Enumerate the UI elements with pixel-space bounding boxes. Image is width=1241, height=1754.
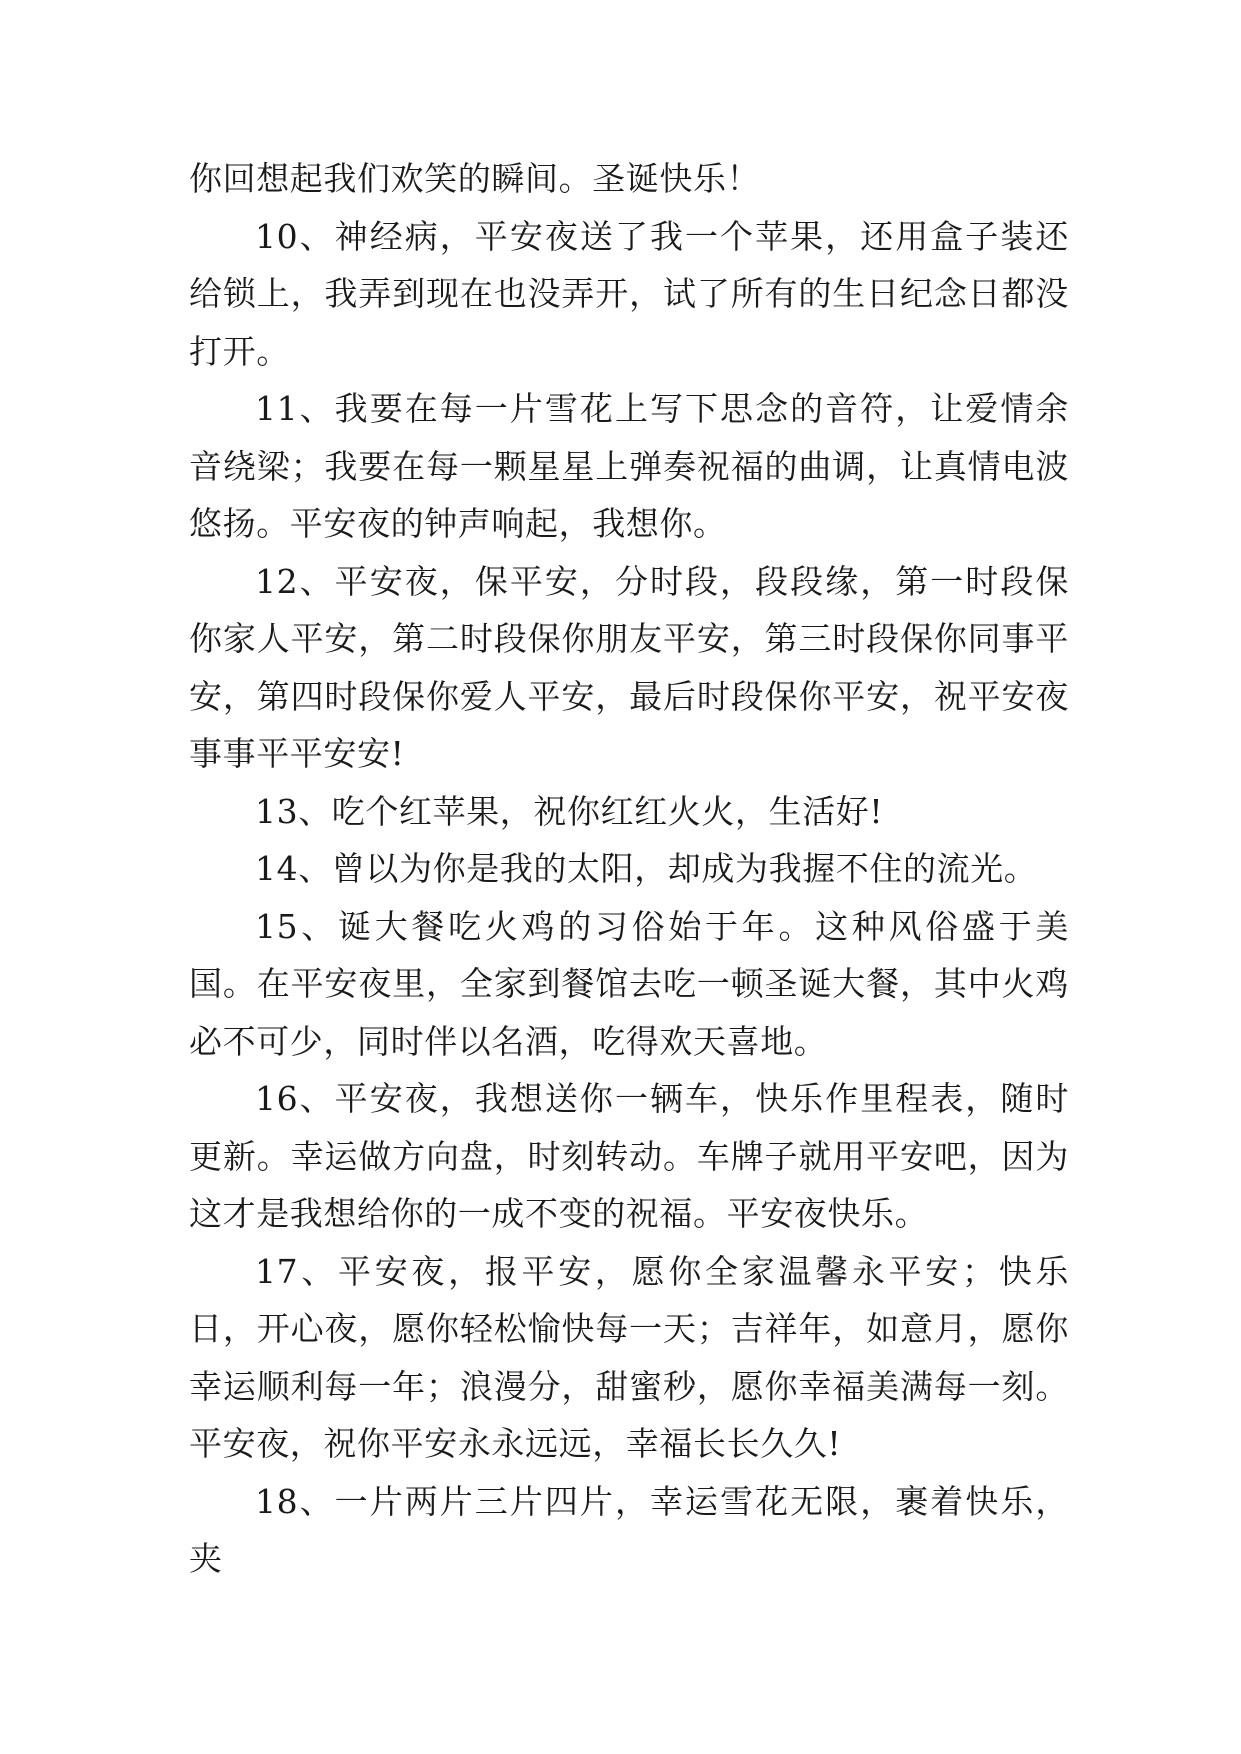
paragraph-18: 18、一片两片三片四片，幸运雪花无限，裹着快乐，夹 bbox=[189, 1481, 1069, 1578]
paragraph-11: 11、我要在每一片雪花上写下思念的音符，让爱情余音绕梁；我要在每一颗星星上弹奏祝福的曲调，让真情电波悠扬。平安夜的钟声响起，我想你。 bbox=[189, 389, 1069, 543]
paragraph-17: 17、平安夜，报平安，愿你全家温馨永平安；快乐日，开心夜，愿你轻松愉快每一天；吉祥年，如意月，愿你幸运顺利每一年；浪漫分，甜蜜秒，愿你幸福美满每一刻。平安夜，祝你平安永永远远，幸福长长久久! bbox=[189, 1251, 1069, 1463]
body-text bbox=[189, 150, 1069, 1588]
paragraph-16: 16、平安夜，我想送你一辆车，快乐作里程表，随时更新。幸运做方向盘，时刻转动。车牌子就用平安吧，因为这才是我想给你的一成不变的祝福。平安夜快乐。 bbox=[189, 1079, 1069, 1233]
paragraph-10: 10、神经病，平安夜送了我一个苹果，还用盒子装还给锁上，我弄到现在也没弄开，试了所有的生日纪念日都没打开。 bbox=[189, 216, 1069, 371]
paragraph-continuation: 你回想起我们欢笑的瞬间。圣诞快乐！ bbox=[189, 159, 761, 198]
paragraph-14: 14、曾以为你是我的太阳，却成为我握不住的流光。 bbox=[255, 849, 1038, 888]
paragraph-15: 15、诞大餐吃火鸡的习俗始于年。这种风俗盛于美国。在平安夜里，全家到餐馆去吃一顿圣诞大餐，其中火鸡必不可少，同时伴以名酒，吃得欢天喜地。 bbox=[189, 906, 1069, 1061]
paragraph-12: 12、平安夜，保平安，分时段，段段缘，第一时段保你家人平安，第二时段保你朋友平安，第三时段保你同事平安，第四时段保你爱人平安，最后时段保你平安，祝平安夜事事平平安安! bbox=[189, 561, 1069, 773]
paragraph-13: 13、吃个红苹果，祝你红红火火，生活好! bbox=[255, 791, 884, 831]
